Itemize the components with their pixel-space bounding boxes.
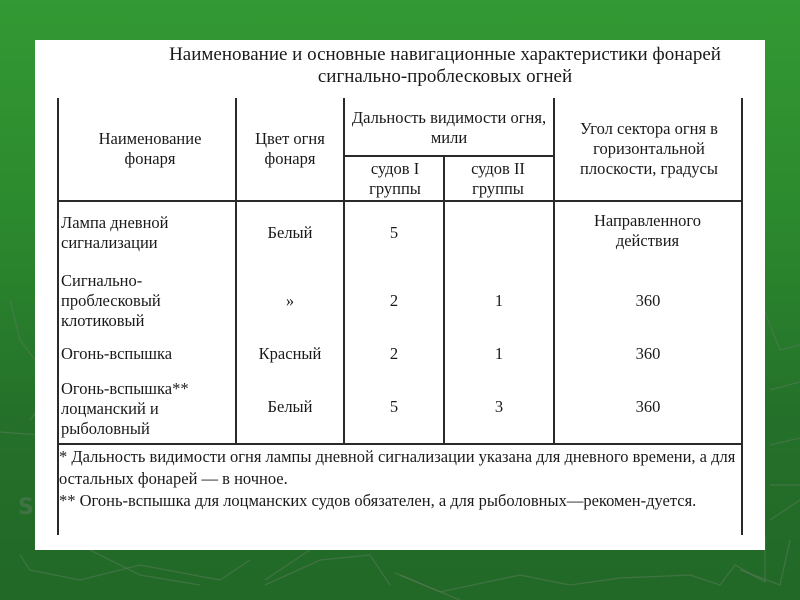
title-line-1: Наименование и основные навигационные характеристики фонарей (169, 44, 721, 65)
row-name: Сигнально-проблесковый клотиковый (61, 271, 161, 330)
header-bottom-border (57, 200, 743, 202)
row-name: Огонь-вспышка (61, 344, 173, 363)
row-color: Белый (267, 223, 313, 242)
row-range2: 1 (494, 344, 504, 363)
svg-text:S: S (18, 495, 34, 520)
header-sector: Угол сектора огня в горизонтальной плоскости, градусы (580, 119, 718, 178)
header-range: Дальность видимости огня, мили (351, 107, 547, 147)
row-sector: Направленного действия (593, 211, 702, 250)
header-name: Наименование фонаря (98, 129, 202, 168)
row-range2 (445, 212, 553, 254)
header-range-group-1: судов I группы (369, 158, 421, 198)
row-name: Огонь-вспышка** лоцманский и рыболовный (61, 379, 189, 438)
header-color: Цвет огня фонаря (255, 129, 325, 168)
row-range1: 2 (389, 344, 399, 363)
row-name: Лампа дневной сигнализации (61, 213, 169, 252)
document-panel (35, 40, 765, 550)
footnote-1: * Дальность видимости огня лампы дневной сигнализации указана для дневного времени, а для остальных фонарей — в ночное. (59, 447, 736, 488)
characteristics-table (35, 40, 765, 550)
table-footnotes (59, 446, 749, 512)
row-range1: 5 (389, 223, 399, 242)
row-color: » (285, 291, 295, 310)
footnote-divider (57, 443, 743, 445)
row-range1: 5 (389, 397, 399, 416)
row-sector: 360 (635, 291, 661, 310)
row-sector: 360 (635, 344, 661, 363)
row-color: Красный (258, 344, 322, 363)
row-range1: 2 (389, 291, 399, 310)
row-color: Белый (267, 397, 313, 416)
footnote-2: ** Огонь-вспышка для лоцманских судов обязателен, а для рыболовных—рекомен-дуется. (59, 491, 697, 510)
row-range2: 1 (494, 291, 504, 310)
header-range-group-2: судов II группы (471, 158, 525, 198)
row-sector: 360 (635, 397, 661, 416)
row-range2: 3 (494, 397, 504, 416)
title-line-2: сигнально-проблесковых огней (317, 66, 573, 87)
